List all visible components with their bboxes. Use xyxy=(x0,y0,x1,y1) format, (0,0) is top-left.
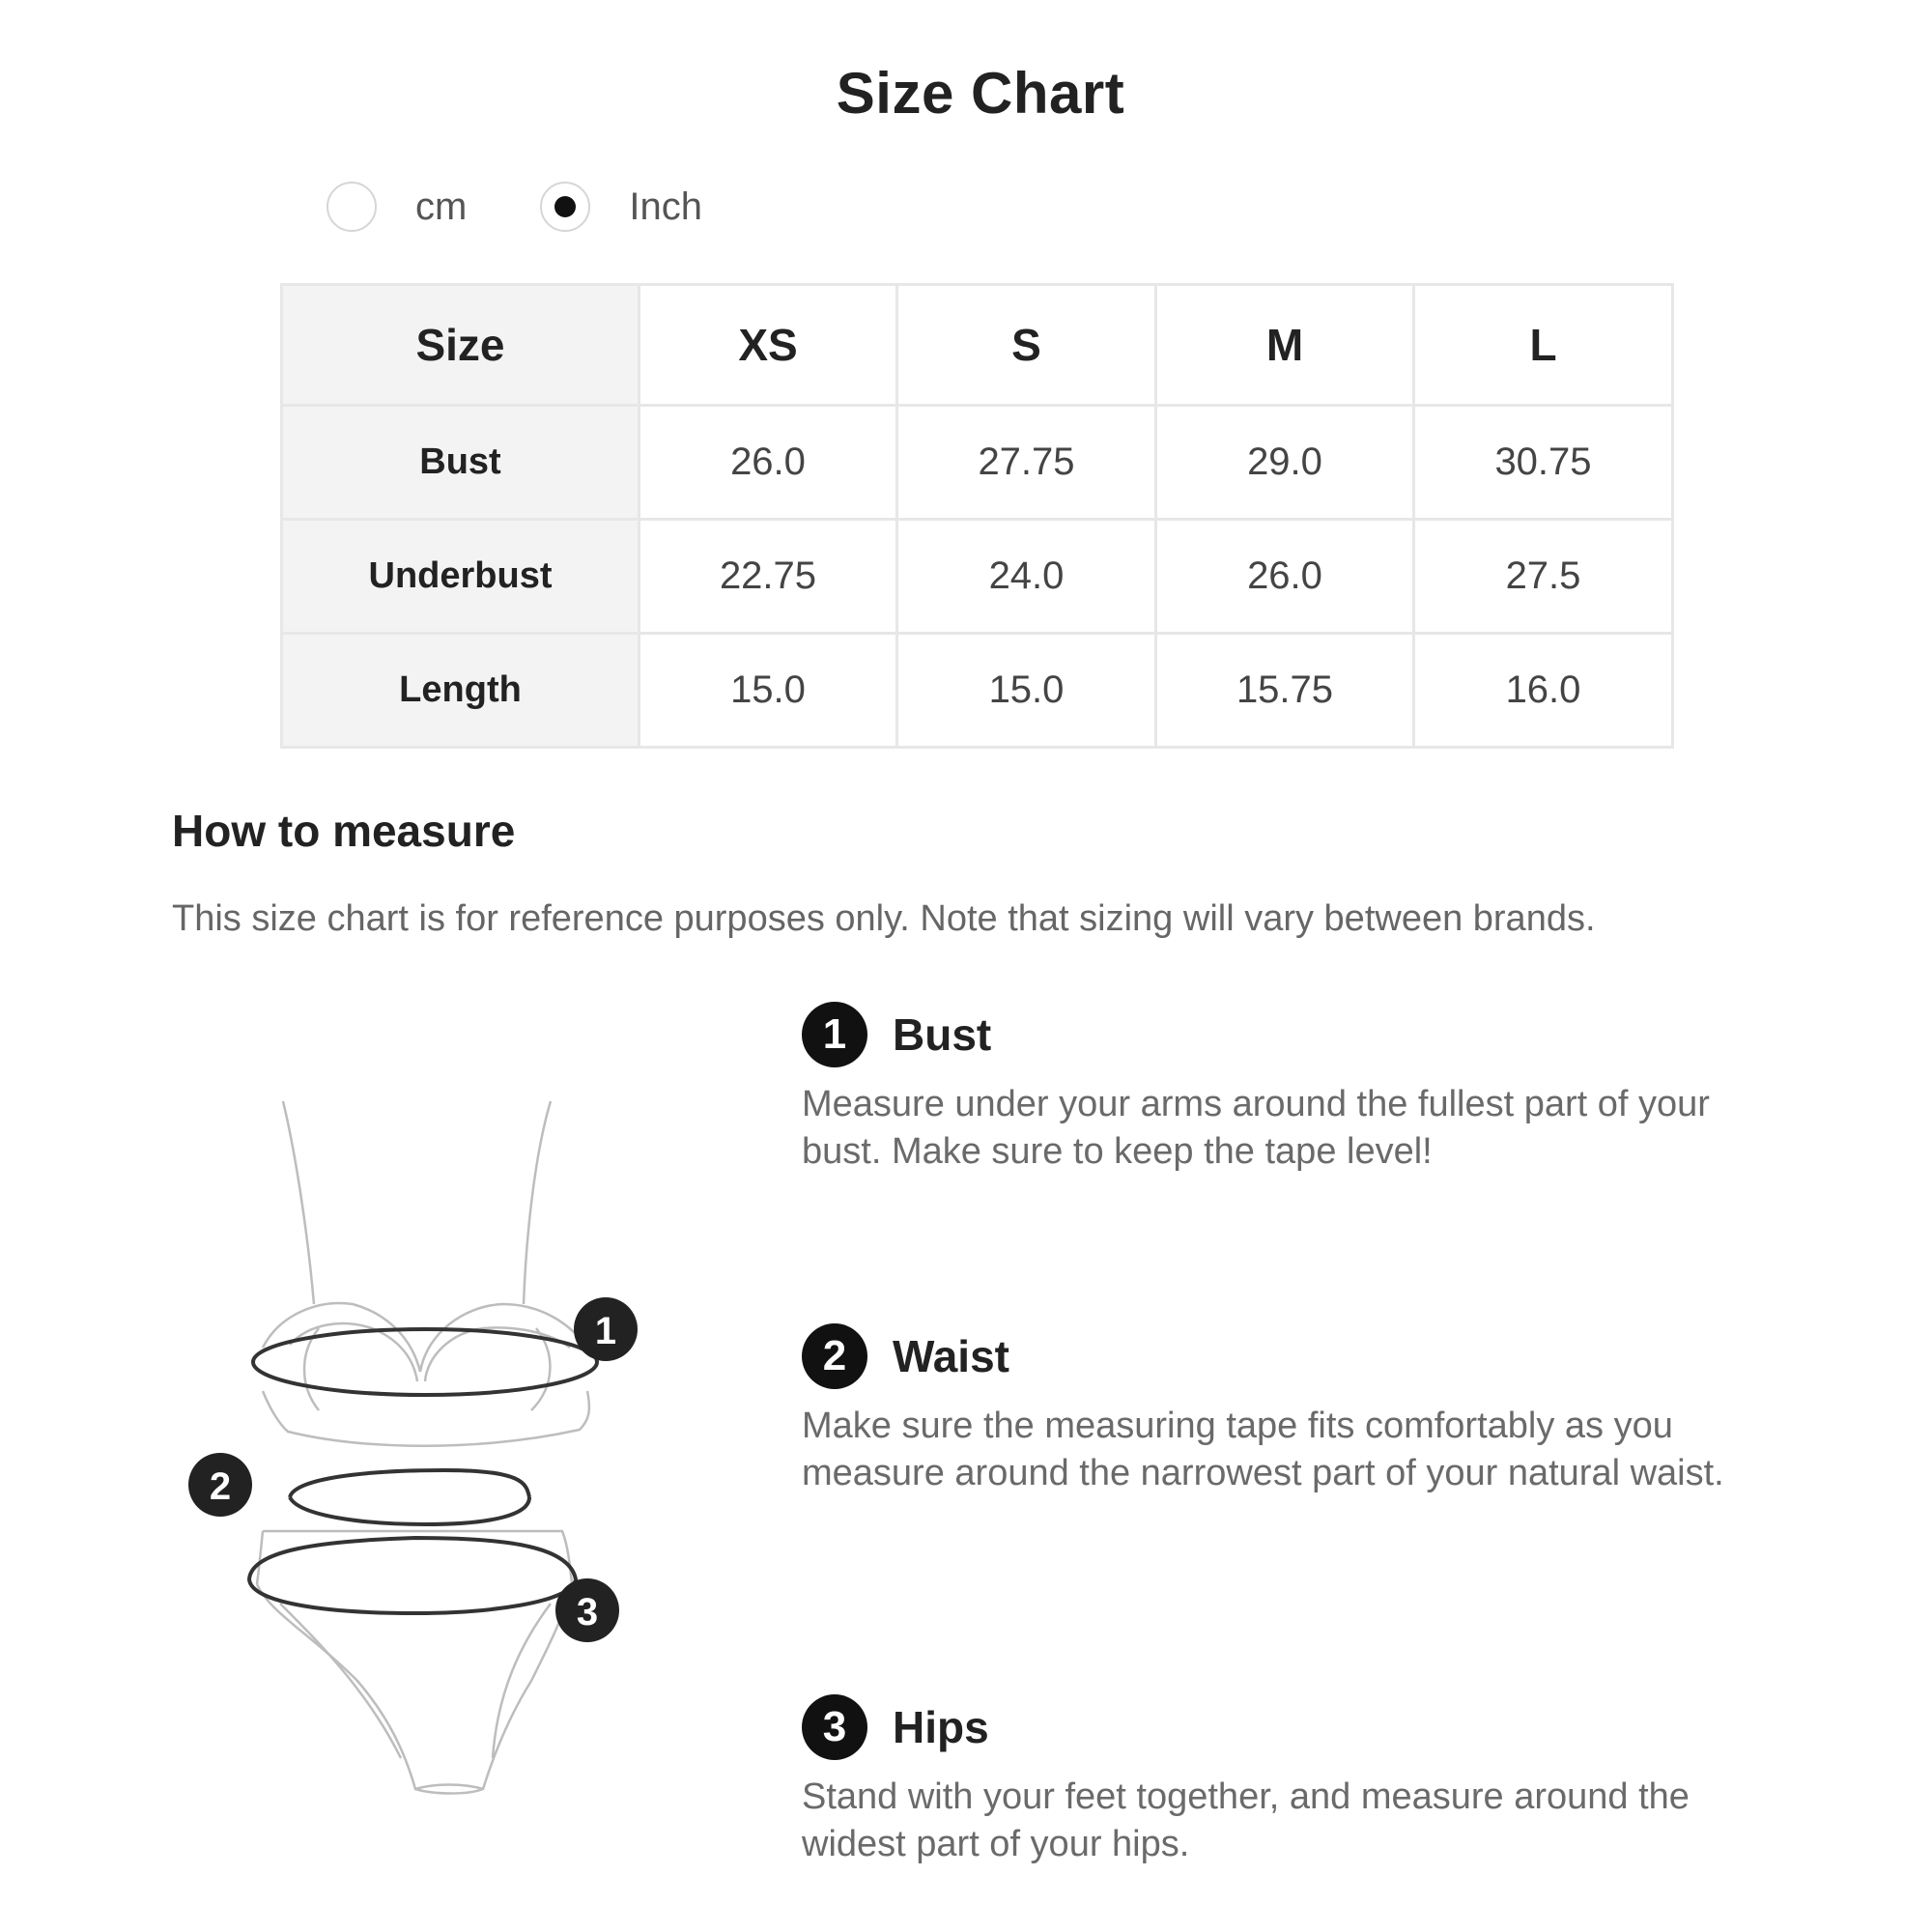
table-header-cell: Size xyxy=(282,285,639,406)
step-title: Bust xyxy=(893,1009,992,1060)
step-number-badge: 1 xyxy=(802,1002,867,1067)
table-cell: 26.0 xyxy=(1156,520,1414,634)
table-header-cell: L xyxy=(1414,285,1673,406)
how-to-measure-heading: How to measure xyxy=(172,806,516,856)
table-cell: 27.5 xyxy=(1414,520,1673,634)
row-label: Length xyxy=(282,634,639,748)
unit-option-inch[interactable] xyxy=(540,182,702,232)
table-row xyxy=(282,406,1673,520)
marker-1 xyxy=(574,1297,638,1361)
step-waist xyxy=(802,1321,1797,1497)
unit-toggle xyxy=(327,178,776,236)
step-number-badge: 3 xyxy=(802,1694,867,1760)
step-description: Stand with your feet together, and measure around the widest part of your hips. xyxy=(802,1776,1690,1864)
page-title: Size Chart xyxy=(836,61,1125,126)
table-cell: 30.75 xyxy=(1414,406,1673,520)
table-header-cell: M xyxy=(1156,285,1414,406)
table-header-row xyxy=(282,285,1673,406)
table-row xyxy=(282,520,1673,634)
marker-3 xyxy=(555,1578,619,1642)
radio-inch[interactable] xyxy=(540,182,590,232)
table-cell: 24.0 xyxy=(897,520,1156,634)
step-bust xyxy=(802,1000,1797,1176)
table-cell: 15.0 xyxy=(639,634,897,748)
unit-label-inch: Inch xyxy=(629,185,702,228)
table-header-cell: XS xyxy=(639,285,897,406)
table-row xyxy=(282,634,1673,748)
table-cell: 16.0 xyxy=(1414,634,1673,748)
marker-1-label: 1 xyxy=(594,1310,617,1352)
table-header-cell: S xyxy=(897,285,1156,406)
marker-3-label: 3 xyxy=(576,1591,599,1634)
radio-cm[interactable] xyxy=(327,182,377,232)
step-title: Waist xyxy=(893,1331,1009,1381)
table-cell: 26.0 xyxy=(639,406,897,520)
size-table xyxy=(280,283,1674,749)
table-cell: 27.75 xyxy=(897,406,1156,520)
step-description: Make sure the measuring tape fits comfortably as you measure around the narrowest part of your natural waist. xyxy=(802,1406,1724,1493)
row-label: Underbust xyxy=(282,520,639,634)
table-cell: 22.75 xyxy=(639,520,897,634)
bikini-measurement-illustration xyxy=(174,1092,715,1797)
table-cell: 15.0 xyxy=(897,634,1156,748)
step-number-badge: 2 xyxy=(802,1323,867,1389)
unit-label-cm: cm xyxy=(415,185,468,228)
marker-2-label: 2 xyxy=(209,1465,232,1508)
step-title: Hips xyxy=(893,1702,989,1752)
table-cell: 29.0 xyxy=(1156,406,1414,520)
marker-2 xyxy=(188,1453,252,1517)
step-hips xyxy=(802,1692,1797,1868)
row-label: Bust xyxy=(282,406,639,520)
reference-note: This size chart is for reference purposes only. Note that sizing will vary between brands. xyxy=(172,898,1596,939)
unit-option-cm[interactable] xyxy=(327,182,467,232)
table-cell: 15.75 xyxy=(1156,634,1414,748)
step-description: Measure under your arms around the fullest part of your bust. Make sure to keep the tape level! xyxy=(802,1084,1710,1172)
